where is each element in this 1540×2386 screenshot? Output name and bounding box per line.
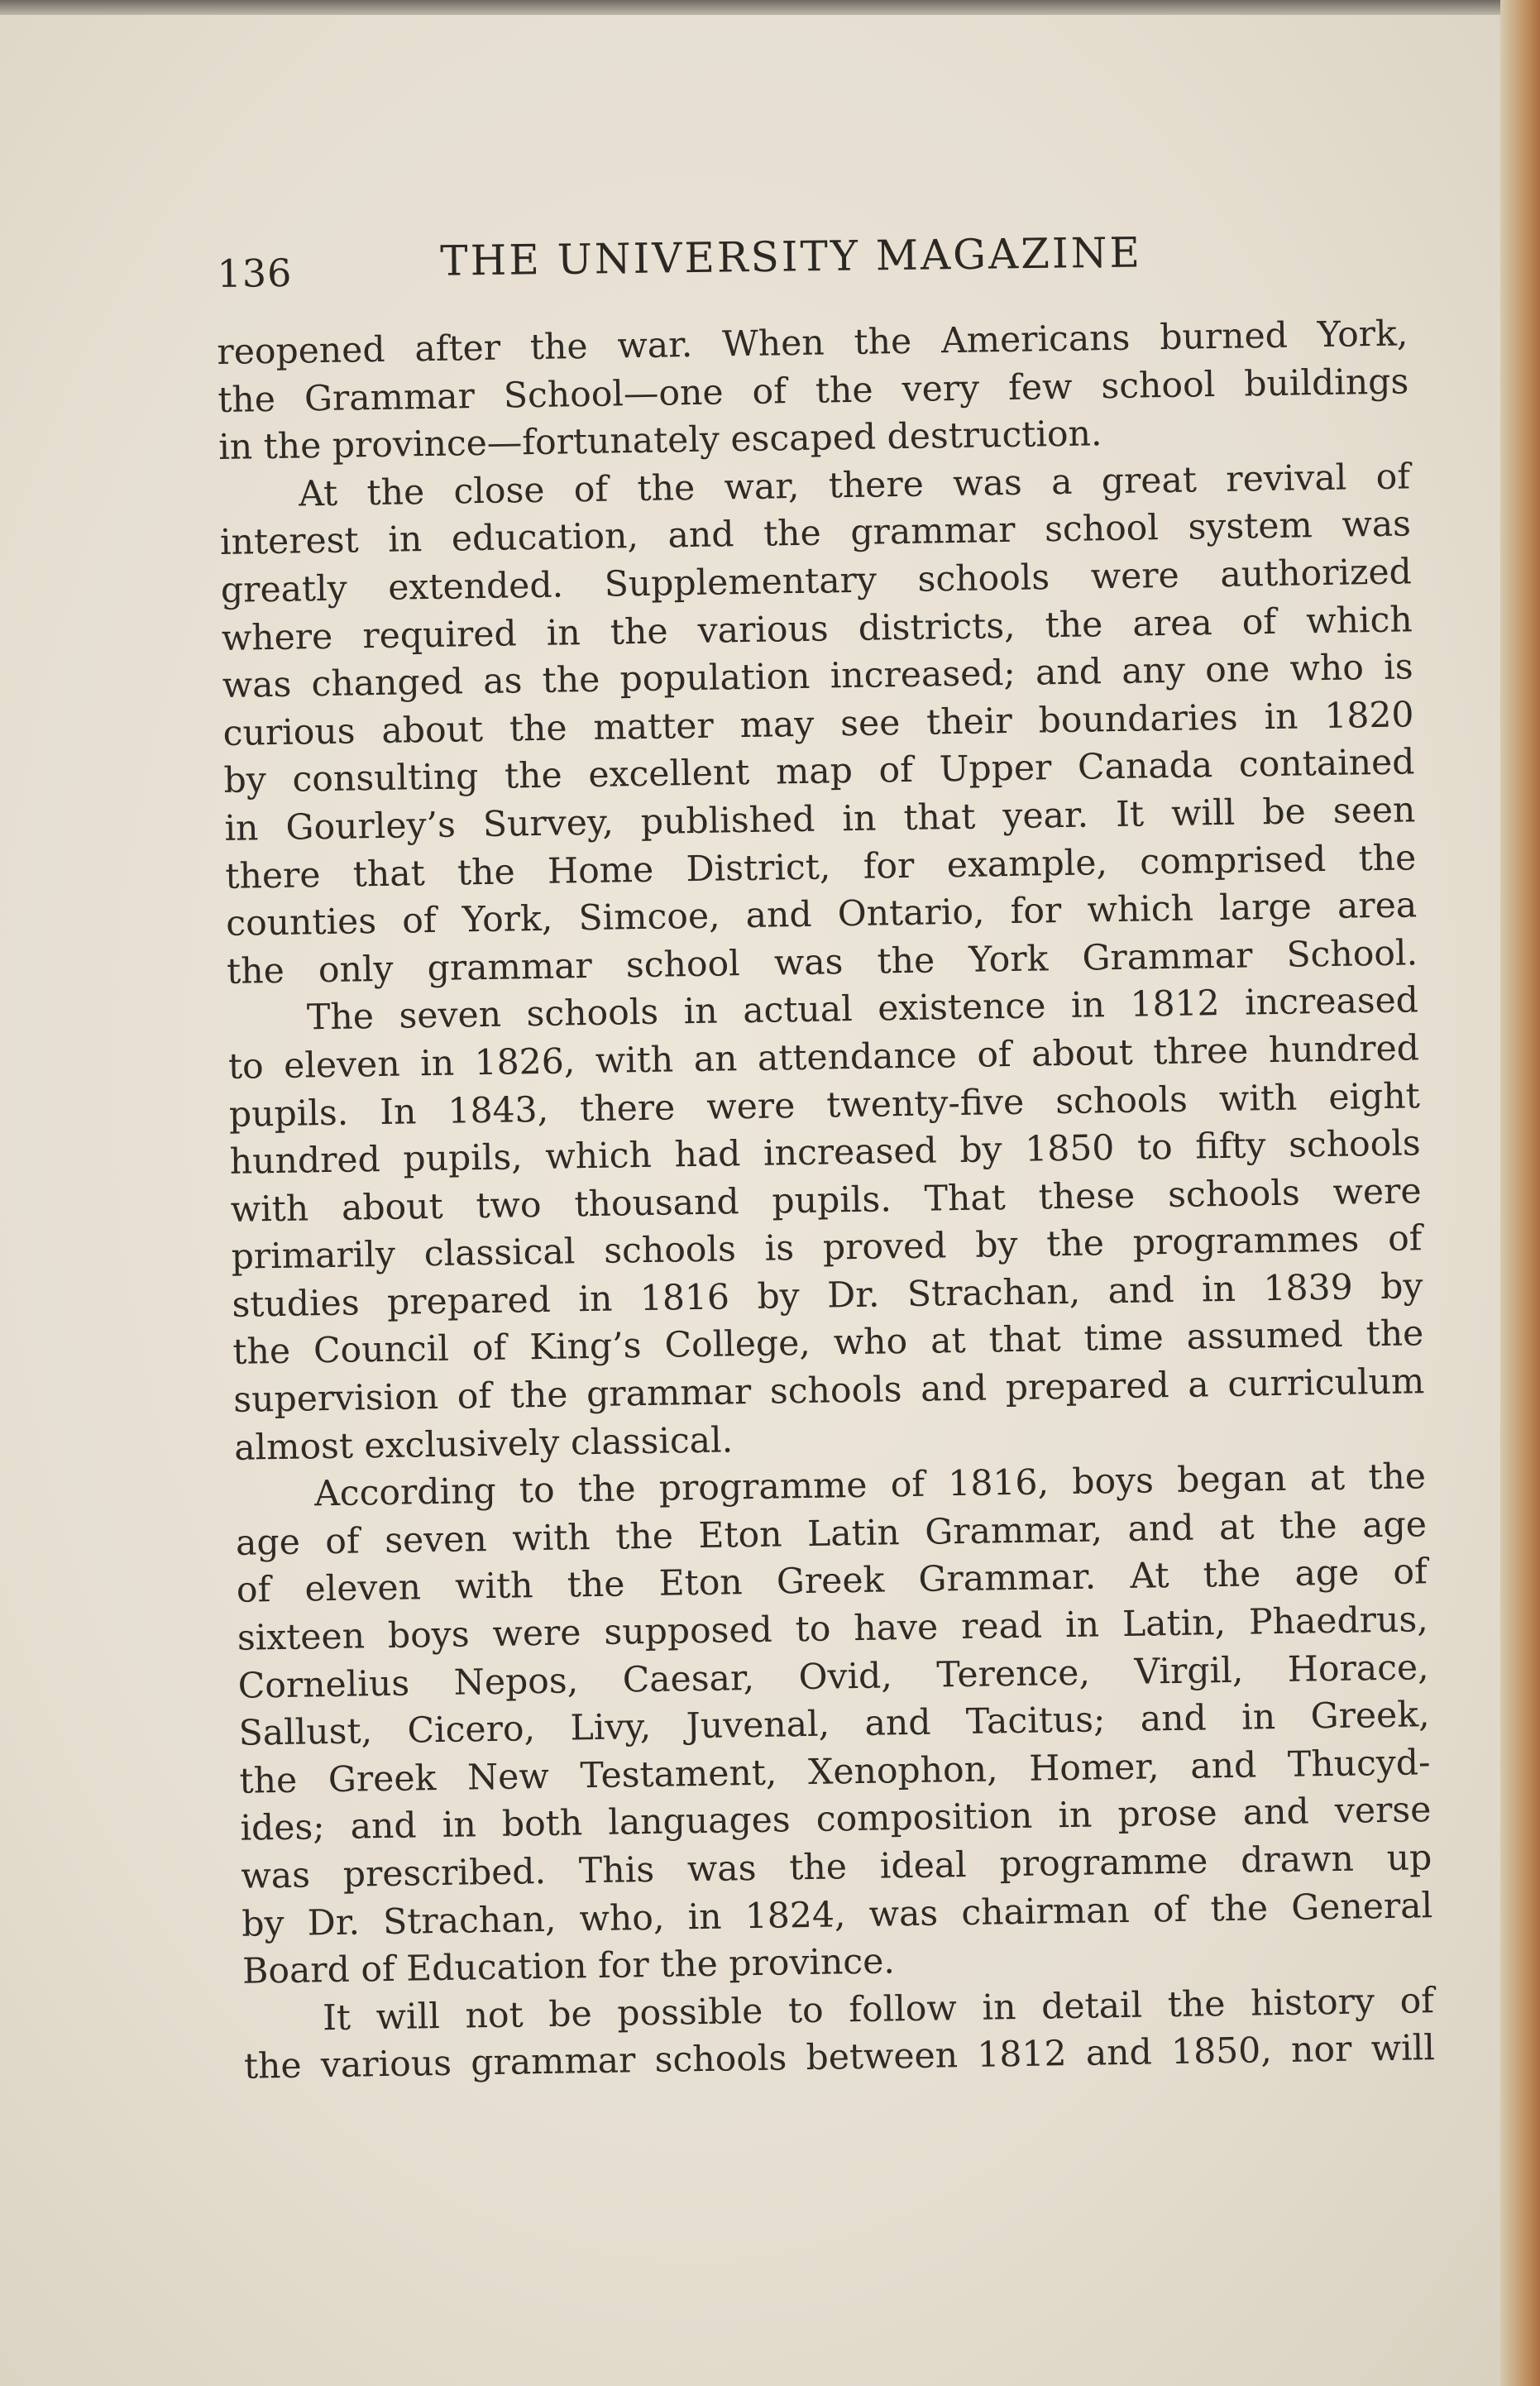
text-line: pupils. In 1843, there were twenty-five schools with eight <box>228 1075 1421 1136</box>
text-line: by Dr. Strachan, who, in 1824, was chairman of the General <box>241 1885 1433 1945</box>
text-line: of eleven with the Eton Greek Grammar. At the age of <box>236 1552 1428 1612</box>
text-line: there that the Home District, for example, comprised the <box>225 837 1417 897</box>
text-line: the various grammar schools between 1812 and 1850, nor will <box>243 2028 1436 2088</box>
text-line: the Council of King’s College, who at that time assumed the <box>232 1313 1424 1374</box>
text-line: in the province—fortunately escaped destruction. <box>218 414 1102 469</box>
text-line: greatly extended. Supplementary schools were authorized <box>220 552 1413 611</box>
text-line: Sallust, Cicero, Livy, Juvenal, and Tacitus; and in Greek, <box>238 1695 1430 1755</box>
text-line: in Gourley’s Survey, published in that year. It will be seen <box>224 790 1416 849</box>
text-line: reopened after the war. When the Americans burned York, <box>217 313 1408 373</box>
page-right-edge <box>1500 0 1540 2386</box>
text-line: It will not be possible to follow in detail the history of <box>322 1980 1435 2039</box>
text-line: the only grammar school was the York Grammar School. <box>226 933 1418 992</box>
text-line: counties of York, Simcoe, and Ontario, for which large area <box>225 885 1418 945</box>
text-line: interest in education, and the grammar school system was <box>219 504 1412 564</box>
text-line: the Grammar School—one of the very few school buildings <box>217 361 1409 421</box>
text-line: was prescribed. This was the ideal programme drawn up <box>241 1838 1432 1897</box>
text-line: The seven schools in actual existence in 1812 increased <box>306 980 1419 1039</box>
text-line: with about two thousand pupils. That these schools were <box>230 1170 1422 1231</box>
text-line: sixteen boys were supposed to have read in Latin, Phaedrus, <box>237 1599 1429 1659</box>
text-line: where required in the various districts, the area of which <box>221 599 1413 659</box>
text-line: age of seven with the Eton Latin Grammar, and at the age <box>235 1504 1428 1564</box>
text-line: was changed as the population increased; and any one who is <box>222 647 1413 707</box>
text-line: ides; and in both languages composition in prose and verse <box>240 1790 1432 1850</box>
text-line: Board of Education for the province. <box>242 1941 896 1992</box>
text-line: by consulting the excellent map of Upper Canada contained <box>223 742 1415 802</box>
text-line: almost exclusively classical. <box>233 1420 734 1469</box>
text-line: primarily classical schools is proved by the programmes of <box>231 1218 1423 1279</box>
text-line: At the close of the war, there was a great revival of <box>298 457 1411 515</box>
text-line: to eleven in 1826, with an attendance of about three hundred <box>227 1028 1420 1088</box>
text-line: curious about the matter may see their boundaries in 1820 <box>222 695 1414 754</box>
text-line: the Greek New Testament, Xenophon, Homer, and Thucyd- <box>239 1742 1431 1802</box>
text-line: studies prepared in 1816 by Dr. Strachan, and in 1839 by <box>232 1266 1423 1326</box>
page-number: 136 <box>217 250 293 296</box>
text-line: supervision of the grammar schools and prepared a curriculum <box>232 1361 1425 1421</box>
running-head: THE UNIVERSITY MAGAZINE <box>439 228 1143 285</box>
text-line: According to the programme of 1816, boys began at the <box>313 1456 1427 1515</box>
page-header <box>217 225 1408 306</box>
text-line: Cornelius Nepos, Caesar, Ovid, Terence, Virgil, Horace, <box>237 1647 1429 1707</box>
page-top-edge <box>0 0 1540 15</box>
body-text <box>217 310 1435 2091</box>
text-line: hundred pupils, which had increased by 1850 to fifty schools <box>229 1123 1422 1183</box>
